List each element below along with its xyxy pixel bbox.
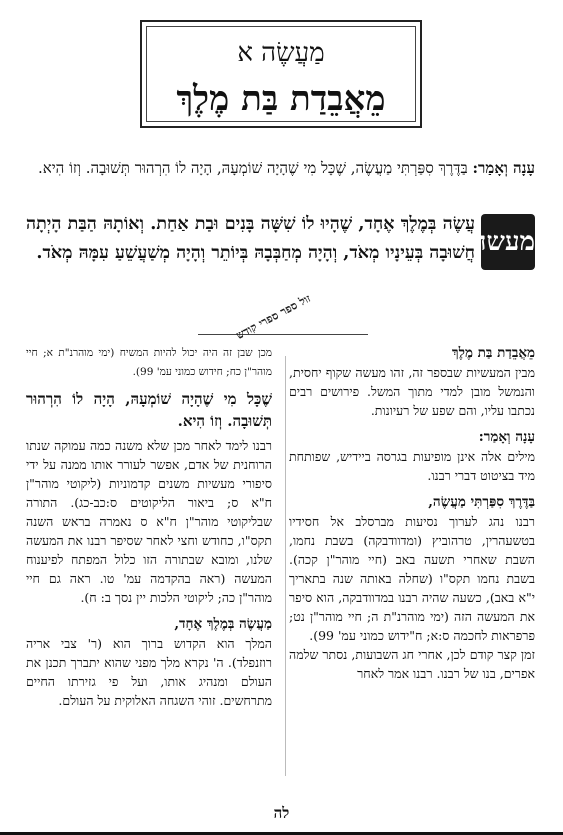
decorated-initial-icon: מעשה: [481, 214, 535, 270]
commentary-heading: מַעֲשֶׂה בְּמֶלֶךְ אֶחָד,: [174, 616, 272, 632]
intro-text: בַּדֶּרֶךְ סִפַּרְתִּי מַעֲשֶׂה, שֶׁכָּל מִי שֶׁהָיָה שׁוֹמְעָהּ, הָיָה לוֹ הִרְהוּר תְּשׁוּבָה. וְזוֹ הִיא.: [37, 159, 468, 177]
quoted-phrase: שֶׁכָּל מִי שֶׁהָיָה שׁוֹמְעָהּ, הָיָה לוֹ הִרְהוּר תְּשׁוּבָה. וְזוֹ הִיא.: [26, 390, 272, 430]
commentary-left-column: [26, 344, 272, 710]
intro-paragraph: [26, 158, 535, 179]
commentary-heading: עָנָה וְאָמַר:: [478, 429, 535, 445]
page-number: לה: [273, 804, 290, 822]
story-title: מֵאֲבֵדַת בַּת מֶלֶךְ: [176, 79, 386, 119]
column-separator: [285, 356, 286, 776]
story-opening-text: עֲשֶׂה בְּמֶלֶךְ אֶחָד, שֶׁהָיוּ לוֹ שִׁשָּׁה בָּנִים וּבַת אַחַת. וְאוֹתָהּ הַבַּת הָיְתָה חֲשׁוּבָה בְּעֵינָיו מְאֹד, וְהָיָה מְחַבְּבָהּ בְּיוֹתֵר וְהָיָה מְשַׁעֲשֵׁעַ עִמָּהּ מְאֹד.: [26, 214, 475, 263]
story-opening: [26, 210, 535, 270]
title-frame: [140, 20, 422, 128]
commentary-text: זמן קצר קודם לכן, אחרי חג השבועות, נסתר שלמה אפרים, בנו של רבנו. רבנו אמר לאחר: [289, 647, 535, 681]
commentary-right-column: [289, 344, 535, 683]
commentary-text: רבנו לימד לאחר מכן שלא משנה כמה עמוקה שנתו הרוחנית של אדם, אפשר לעורר אותו ממנה על ידי סיפורי מעשיות משנים קדמוניות (ליקוטי מוהר"ן ח"א ס; ביאור הליקוטים ס:כב-כג). התורה שבליקוטי מוהר"ן ח"א ס נאמרה בראש השנה תקס"ו, כחודש וחצי לאחר שסיפר רבנו את המעשה שלנו, ומובא שבתורה הזו כלול המפתח לפיענוח המעשה (ראה בהקדמה עמ' טו. ראה גם חיי מוהר"ן כה; ליקוטי הלכות יין נסך ב: ח).: [26, 438, 272, 605]
seller-stamp: זול ספר ספרי קודש: [233, 291, 313, 342]
commentary-text: המלך הוא הקדוש ברוך הוא (ר' צבי אריה רוזנפלד). ה' נקרא מלך מפני שהוא יתברך תכנן את העולם ומנהיג אותו, ועל פי גזירתו החיים מתרחשים. זוהי השגחה האלוקית על העולם.: [26, 636, 272, 708]
commentary-text: רבנו נהג לערוך נסיעות מברסלב אל חסידיו בטשעהרין, טרהוביץ (ומדוודבקה) בשבת נחמו, השבת שאחרי תשעה באב (חיי מוהר"ן קכה). בשבת נחמו תקס"ו (שחלה באותה שנה בתאריך י"א באב), כשעה שהיה רבנו במדוודבקה, הוא סיפר את המעשה הזה (ימי מוהרנ"ת ה; חיי מוהר"ן נט; פרפראות לחכמה ס:א; ח"ידוש כמוני עמ' 99).: [289, 514, 535, 643]
commentary-heading: מֵאֲבֵדַת בַּת מֶלֶךְ: [452, 345, 535, 361]
intro-lead: עָנָה וְאָמַר:: [472, 159, 535, 177]
commentary-heading: בַּדֶּרֶךְ סִפַּרְתִּי מַעֲשֶׂה,: [428, 494, 535, 510]
commentary-text: מבין המעשיות שבספר זה, זהו מעשה שקוף יחסית, והנמשל מובן למדי מתוך המשל. פירושים רבים נכתבו עליו, והם שפע של רעיונות.: [289, 365, 535, 418]
continued-note: מכן שבן זה היה יכול להיות המשיח (ימי מוהרנ"ת א; חיי מוהר"ן כח; חידוש כמוני עמ' 99).: [26, 347, 272, 378]
commentary-text: מילים אלה אינן מופיעות בגרסה ביידיש, שפותחת מיד בציטוט דברי רבנו.: [289, 449, 535, 483]
story-number: מַעֲשֶׂה א: [237, 38, 325, 68]
